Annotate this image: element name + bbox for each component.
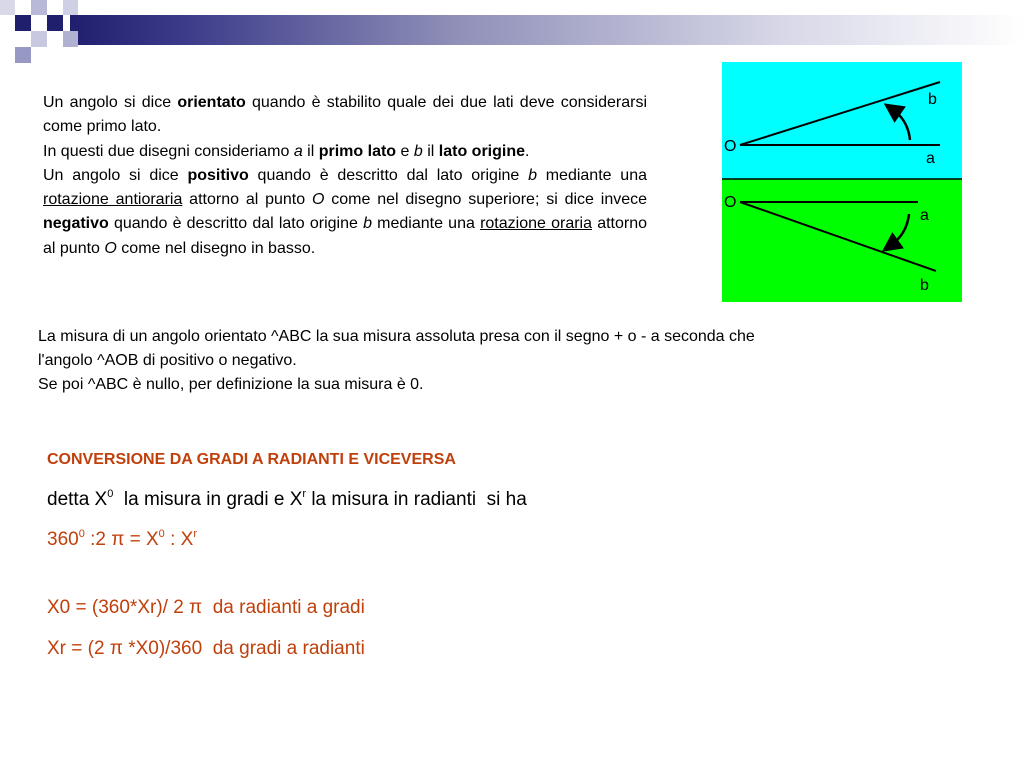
bottom-a-label: a [920, 207, 929, 224]
sentence-oriented: Un angolo si dice orientato quando è stabilito quale dei due lati deve considerarsi come primo lato. [43, 94, 647, 136]
header-gradient-bar [70, 15, 1024, 45]
header-decoration-square [63, 31, 78, 47]
top-b-label: b [928, 91, 937, 108]
measure-line-3: Se poi ^ABC è nullo, per definizione la sua misura è 0. [38, 376, 424, 393]
bottom-origin-label: O [724, 194, 737, 211]
header-decoration-square [15, 15, 31, 31]
header-decoration-square [47, 15, 63, 31]
angle-orientation-figure [722, 62, 962, 302]
sentence-sign: Un angolo si dice positivo quando è descritto dal lato origine b mediante una rotazione antioraria attorno al punto O come nel disegno superiore; si dice invece negativo quando è descritto dal lato origine b mediante una rotazione oraria attorno al punto O come nel disegno in basso. [43, 166, 648, 257]
header-decoration-square [31, 31, 47, 47]
sentence-sides: In questi due disegni consideriamo a il primo lato e b il lato origine. [43, 142, 530, 160]
measure-paragraph [38, 325, 978, 397]
top-origin-label: O [724, 138, 737, 155]
measure-line-1: La misura di un angolo orientato ^ABC la sua misura assoluta presa con il segno + o - a seconda che [38, 328, 755, 345]
proportion-equation: $360^0$ :2 $\pi = X^0$ : $X^r$ [47, 528, 197, 550]
header-decoration-square [0, 0, 15, 15]
measure-line-2: l'angolo ^AOB di positivo o negativo. [38, 352, 297, 369]
conversion-title: CONVERSIONE DA GRADI A RADIANTI E VICEVERSA [47, 451, 456, 468]
top-a-label: a [926, 150, 935, 167]
definition-line: detta $X^0$ la misura in gradi e $X^r$ la misura in radianti si ha [47, 488, 527, 510]
header-decoration-square [63, 0, 78, 15]
radians-to-degrees-formula: X0 = (360*Xr)/ 2 π da radianti a gradi [47, 597, 365, 618]
intro-paragraph [43, 91, 647, 261]
header-decoration-square [15, 47, 31, 63]
bottom-b-label: b [920, 277, 929, 294]
degrees-to-radians-formula: Xr = (2 π *X0)/360 da gradi a radianti [47, 638, 365, 659]
header-decoration-square [31, 0, 47, 15]
